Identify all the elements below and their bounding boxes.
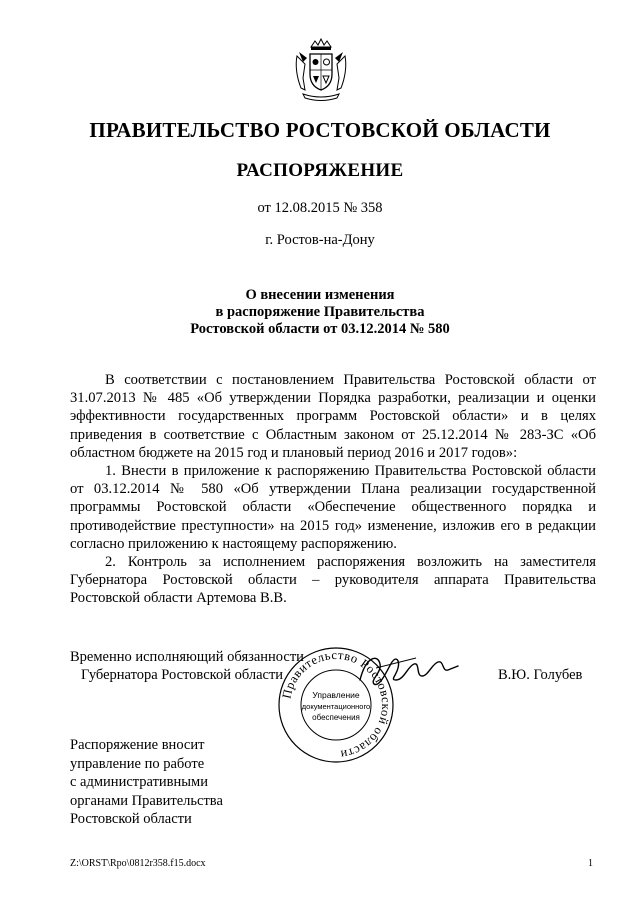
note-line: управление по работе xyxy=(70,755,205,772)
subject-line: в распоряжение Правительства xyxy=(215,304,425,320)
page-number: 1 xyxy=(588,858,593,869)
subject-line: Ростовской области от 03.12.2014 № 580 xyxy=(190,321,450,337)
note-line: органами Правительства xyxy=(70,792,223,809)
document-type-title: РАСПОРЯЖЕНИЕ xyxy=(236,160,404,181)
signatory-role-line1: Временно исполняющий обязанности xyxy=(70,649,304,665)
stamp-ring-text: Правительство Ростовской области xyxy=(279,647,394,762)
document-date-number: от 12.08.2015 № 358 xyxy=(257,200,383,216)
body-paragraph-item-1: 1. Внести в приложение к распоряжению Правительства Ростовской области от 03.12.2014 № 580 «Об утверждении Плана реализации государственной программы Ростовской области «Обеспечение общественного порядка и противодействие преступности» на 2015 год» изменение, изложив его в редакции согласно приложению к настоящему распоряжению. xyxy=(70,463,596,552)
stamp-inner-line: Управление xyxy=(312,690,360,700)
coat-of-arms-emblem xyxy=(293,38,349,102)
subject-line: О внесении изменения xyxy=(245,287,395,303)
document-body xyxy=(70,371,596,608)
signatory-name: В.Ю. Голубев xyxy=(498,667,583,683)
document-city: г. Ростов-на-Дону xyxy=(265,232,375,248)
stamp-inner-line: документационного xyxy=(301,702,371,711)
government-title: ПРАВИТЕЛЬСТВО РОСТОВСКОЙ ОБЛАСТИ xyxy=(89,118,551,142)
note-line: Распоряжение вносит xyxy=(70,737,205,753)
body-paragraph-preamble: В соответствии с постановлением Правительства Ростовской области от 31.07.2013 № 485 «Об утверждении Порядка разработки, реализации и оценки эффективности государственных программ Ростовской области» и в целях приведения в соответствие с Областным законом от 25.12.2014 № 283-ЗС «Об областном бюджете на 2015 год и плановый период 2016 и 2017 годов»: xyxy=(70,372,596,461)
stamp-inner-line: обеспечения xyxy=(312,713,360,722)
note-line: Ростовской области xyxy=(70,811,192,827)
body-paragraph-item-2: 2. Контроль за исполнением распоряжения возложить на заместителя Губернатора Ростовской области – руководителя аппарата Правительства Ростовской области Артемова В.В. xyxy=(70,554,596,607)
document-subject xyxy=(0,287,640,338)
handwritten-signature xyxy=(356,650,462,690)
submitter-note xyxy=(70,736,223,829)
file-path-footer: Z:\ORST\Rpo\0812r358.f15.docx xyxy=(70,858,206,869)
signatory-role-line2: Губернатора Ростовской области xyxy=(81,667,284,683)
note-line: с административными xyxy=(70,774,208,790)
